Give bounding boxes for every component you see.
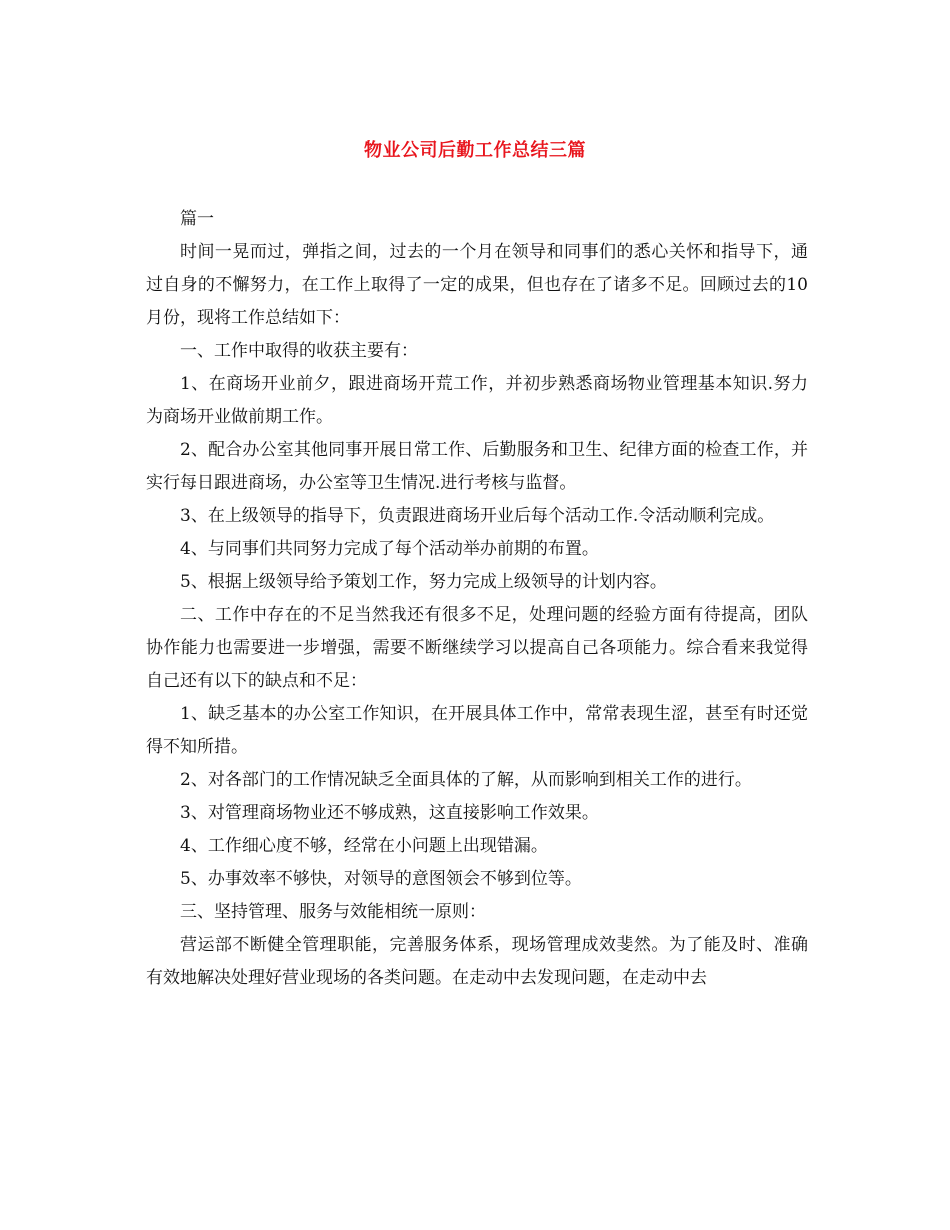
- document-title: 物业公司后勤工作总结三篇: [364, 140, 586, 161]
- paragraph-shortcoming-1: 1、缺乏基本的办公室工作知识，在开展具体工作中，常常表现生涩，甚至有时还觉得不知所措。: [146, 704, 808, 757]
- paragraph-heading-principle: 三、坚持管理、服务与效能相统一原则：: [180, 902, 486, 922]
- paragraph-gain-1: 1、在商场开业前夕，跟进商场开荒工作，并初步熟悉商场物业管理基本知识.努力为商场开业做前期工作。: [146, 374, 808, 427]
- document-body: [146, 203, 808, 995]
- paragraph-shortcoming-4: 4、工作细心度不够，经常在小问题上出现错漏。: [180, 836, 548, 856]
- paragraph-section-label: 篇一: [180, 209, 214, 229]
- paragraph-heading-shortcomings: 二、工作中存在的不足当然我还有很多不足，处理问题的经验方面有待提高，团队协作能力也需要进一步增强，需要不断继续学习以提高自己各项能力。综合看来我觉得自己还有以下的缺点和不足：: [146, 605, 808, 691]
- paragraph-shortcoming-3: 3、对管理商场物业还不够成熟，这直接影响工作效果。: [180, 803, 599, 823]
- paragraph-shortcoming-2: 2、对各部门的工作情况缺乏全面具体的了解，从而影响到相关工作的进行。: [180, 770, 752, 790]
- paragraph-gain-2: 2、配合办公室其他同事开展日常工作、后勤服务和卫生、纪律方面的检查工作，并实行每日跟进商场，办公室等卫生情况.进行考核与监督。: [146, 440, 808, 493]
- paragraph-shortcoming-5: 5、办事效率不够快，对领导的意图领会不够到位等。: [180, 869, 582, 889]
- paragraph-gain-3: 3、在上级领导的指导下，负责跟进商场开业后每个活动工作.令活动顺利完成。: [180, 506, 775, 526]
- paragraph-operations: 营运部不断健全管理职能，完善服务体系，现场管理成效斐然。为了能及时、准确有效地解决处理好营业现场的各类问题。在走动中去发现问题，在走动中去: [146, 935, 808, 988]
- paragraph-heading-gains: 一、工作中取得的收获主要有：: [180, 341, 418, 361]
- paragraph-intro: 时间一晃而过，弹指之间，过去的一个月在领导和同事们的悉心关怀和指导下，通过自身的不懈努力，在工作上取得了一定的成果，但也存在了诸多不足。回顾过去的10月份，现将工作总结如下：: [146, 242, 808, 328]
- paragraph-gain-4: 4、与同事们共同努力完成了每个活动举办前期的布置。: [180, 539, 599, 559]
- paragraph-gain-5: 5、根据上级领导给予策划工作，努力完成上级领导的计划内容。: [180, 572, 667, 592]
